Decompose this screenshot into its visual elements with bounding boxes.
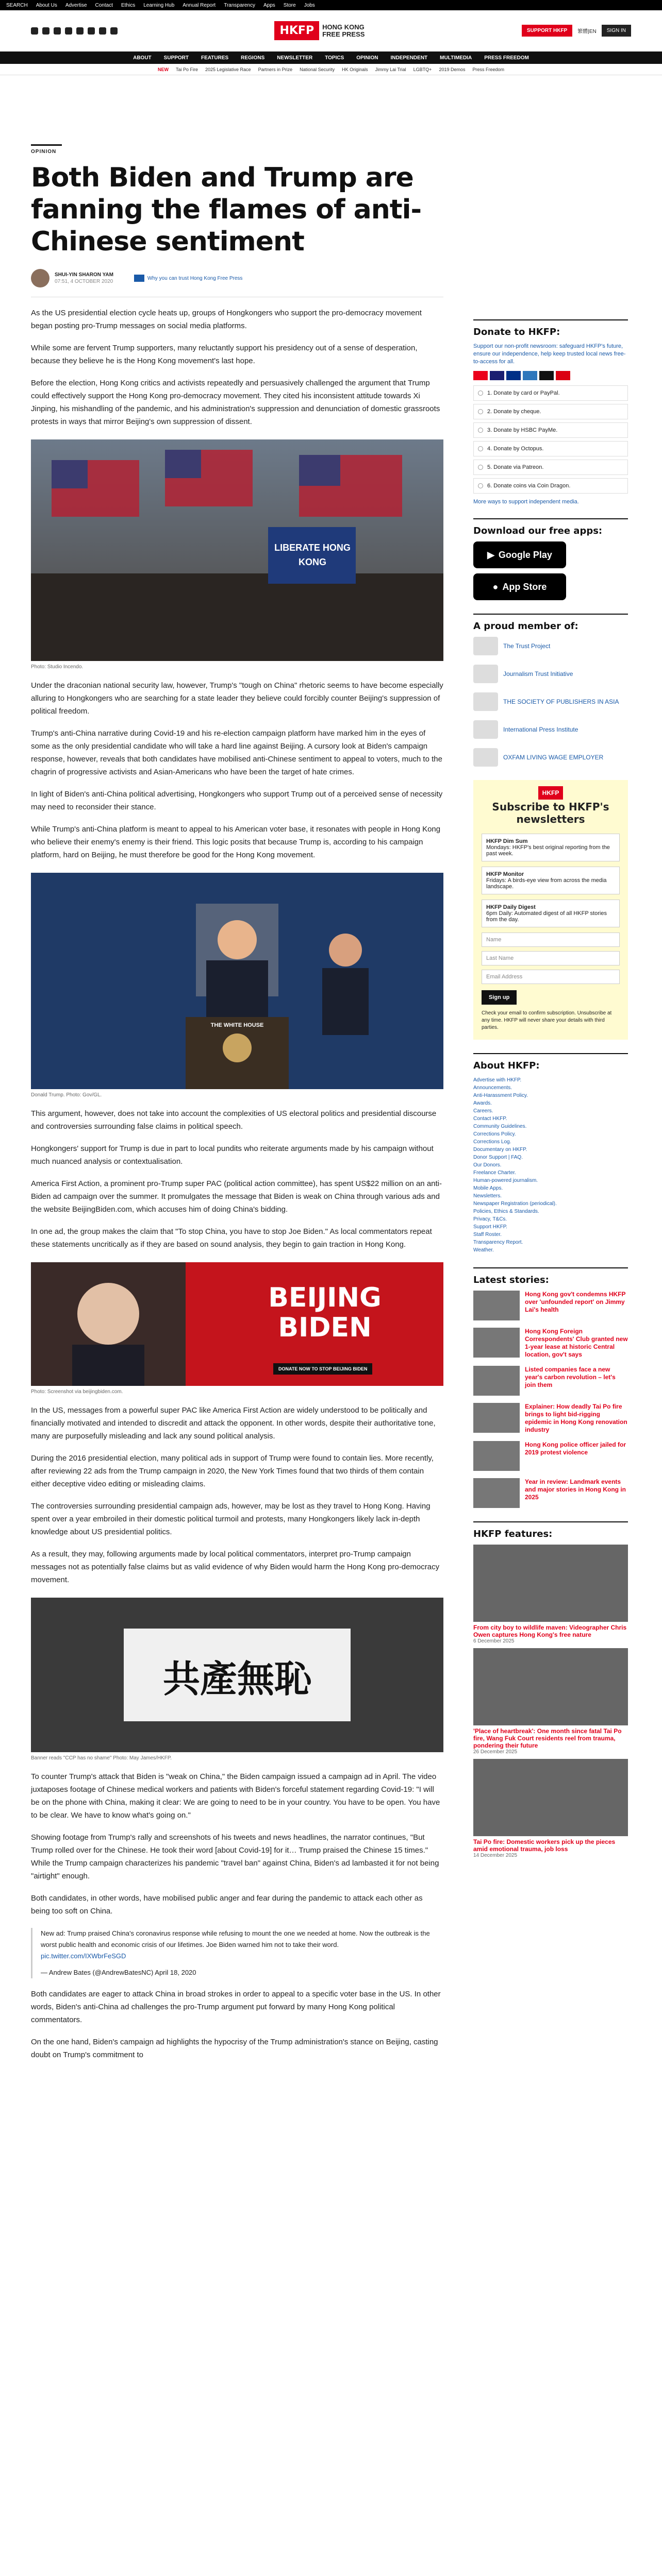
nav-item[interactable]: MULTIMEDIA bbox=[440, 55, 472, 61]
widget-title: Latest stories: bbox=[473, 1275, 549, 1285]
paragraph: Before the election, Hong Kong critics and activists repeatedly and persuasively challenged the argument that Trump could effectively support the Hong Kong pro-democracy movement. They cited his inconsistent attitude towards Xi Jinping, his mishandling of the pandemic, and his administration's suppression and denunciation of domestic grassroots protests in ways that mirror Beijing's own suppression of dissent. bbox=[31, 379, 440, 426]
main-nav bbox=[0, 52, 662, 64]
topbar-link[interactable]: Store bbox=[283, 2, 296, 8]
nav-item[interactable]: NEWSLETTER bbox=[277, 55, 313, 61]
paragraph: America First Action, a prominent pro-Trump super PAC (political action committee), has spent US$22 million on an anti-Biden ad campaign over the summer. It promulgates the message that Biden is weak on China through various ads and the website BeijingBiden.com, which accuses him of doing China's bidding. bbox=[31, 1179, 442, 1214]
about-widget bbox=[473, 1053, 628, 1254]
donate-option[interactable]: 6. Donate coins via Coin Dragon. bbox=[473, 478, 628, 494]
topbar-link[interactable]: Transparency bbox=[224, 2, 255, 8]
nav-item[interactable]: INDEPENDENT bbox=[390, 55, 428, 61]
paragraph: While some are fervent Trump supporters, many reluctantly support his presidency out of a sense of desperation, because they believe he is the Hong Kong movement's last hope. bbox=[31, 344, 418, 365]
nav-item[interactable]: REGIONS bbox=[241, 55, 265, 61]
trust-project-icon bbox=[134, 275, 144, 282]
widget-title: About HKFP: bbox=[473, 1060, 540, 1071]
paragraph: To counter Trump's attack that Biden is "weak on China," the Biden campaign issued a campaign ad in April. The video juxtaposes footage of Chinese medical workers and patients with Biden's forceful statement regarding Covid-19: "I will be on the phone with China, making it clear: We are going to need to be in your country. You have to be open. You have to be clear. We have to know what's going on." bbox=[31, 1772, 440, 1820]
section-label[interactable]: OPINION bbox=[31, 144, 62, 155]
member-org[interactable]: OXFAM LIVING WAGE EMPLOYER bbox=[473, 748, 628, 767]
nav-item[interactable]: PRESS FREEDOM bbox=[484, 55, 529, 61]
language-switch[interactable]: 繁體|EN bbox=[577, 29, 597, 35]
publish-date: 07:51, 4 OCTOBER 2020 bbox=[55, 279, 113, 284]
linkedin-icon[interactable] bbox=[88, 27, 95, 35]
briefing-illustration bbox=[31, 873, 443, 1089]
about-list bbox=[473, 1076, 628, 1254]
tweet-text: New ad: Trump praised China's coronavirus response while refusing to mount the one we needed at home. Now the outbreak is the worst public health and economic crisis of our lifetimes. Joe Biden warned him not to take their word. bbox=[41, 1929, 430, 1948]
trending-link[interactable]: Jimmy Lai Trial bbox=[375, 66, 406, 72]
radio-icon bbox=[478, 483, 483, 488]
story-item[interactable]: Year in review: Landmark events and major stories in Hong Kong in 2025 bbox=[473, 1478, 628, 1508]
trending-bar bbox=[0, 64, 662, 75]
paragraph: As a result, they may, following arguments made by local political commentators, interpret pro-Trump campaign messages not as potentially false claims but as valid evidence of why Biden would harm the Hong Kong pro-democracy movement. bbox=[31, 1550, 440, 1584]
payment-icons bbox=[473, 371, 628, 380]
nav-item[interactable]: FEATURES bbox=[201, 55, 229, 61]
latest-widget bbox=[473, 1267, 628, 1508]
google-play-button[interactable]: ▶ Google Play bbox=[473, 541, 566, 568]
article-title: Both Biden and Trump are fanning the flames of anti-Chinese sentiment bbox=[31, 162, 422, 257]
about-link[interactable]: Our Donors. bbox=[473, 1162, 502, 1168]
about-link[interactable]: Weather. bbox=[473, 1247, 494, 1253]
topbar-link[interactable]: About Us bbox=[36, 2, 57, 8]
radio-icon bbox=[478, 446, 483, 451]
paypal-icon bbox=[506, 371, 521, 380]
about-link[interactable]: Newspaper Registration (periodical). bbox=[473, 1201, 557, 1207]
about-link[interactable]: Donor Support | FAQ. bbox=[473, 1155, 523, 1160]
paragraph: In one ad, the group makes the claim that "To stop China, you have to stop Joe Biden." As local commentators repeat these statements uncritically as if they are based on sound analysis, they begin to gain traction in Hong Kong. bbox=[31, 1227, 432, 1249]
features-widget bbox=[473, 1521, 628, 1858]
threads-icon[interactable] bbox=[65, 27, 72, 35]
tweet-link[interactable]: pic.twitter.com/IXWbrFeSGD bbox=[41, 1952, 126, 1960]
nav-item[interactable]: TOPICS bbox=[325, 55, 344, 61]
story-thumbnail bbox=[473, 1366, 520, 1396]
rss-icon[interactable] bbox=[110, 27, 118, 35]
donate-option[interactable]: 1. Donate by card or PayPal. bbox=[473, 385, 628, 401]
widget-title: A proud member of: bbox=[473, 621, 578, 632]
membership-widget bbox=[473, 614, 628, 767]
podium-sign: THE WHITE HOUSE bbox=[210, 1022, 264, 1028]
applepay-icon bbox=[539, 371, 554, 380]
author-avatar bbox=[31, 269, 49, 287]
topbar-link[interactable]: Ethics bbox=[121, 2, 136, 8]
trending-link[interactable]: 2019 Demos bbox=[439, 66, 466, 72]
radio-icon bbox=[478, 428, 483, 433]
instagram-icon[interactable] bbox=[54, 27, 61, 35]
story-item[interactable]: Hong Kong gov't condemns HKFP over 'unfounded report' on Jimmy Lai's health bbox=[473, 1291, 628, 1320]
about-link[interactable]: Privacy, T&Cs. bbox=[473, 1216, 507, 1222]
feature-item[interactable]: Tai Po fire: Domestic workers pick up the pieces amid emotional trauma, job loss 14 December 2025 bbox=[473, 1759, 628, 1858]
newsletter-option[interactable]: HKFP Monitor Fridays: A birds-eye view from across the media landscape. bbox=[482, 867, 620, 894]
sign-in-button[interactable]: SIGN IN bbox=[602, 25, 631, 37]
payme-icon bbox=[556, 371, 570, 380]
widget-title: HKFP features: bbox=[473, 1529, 553, 1539]
donate-widget bbox=[473, 319, 628, 505]
org-logo bbox=[473, 720, 498, 739]
trending-link[interactable]: LGBTQ+ bbox=[413, 66, 432, 72]
donate-option[interactable]: 4. Donate by Octopus. bbox=[473, 441, 628, 456]
telegram-icon[interactable] bbox=[99, 27, 106, 35]
paragraph: This argument, however, does not take into account the complexities of US electoral politics and presidential discourse and controversies surrounding false claims in political speech. bbox=[31, 1109, 437, 1131]
photo-caption: Photo: Studio Incendo. bbox=[31, 664, 84, 670]
about-link[interactable]: Mobile Apps. bbox=[473, 1185, 503, 1191]
photo-caption: Photo: Screenshot via beijingbiden.com. bbox=[31, 1389, 123, 1395]
org-logo bbox=[473, 748, 498, 767]
app-store-button[interactable]: ● App Store bbox=[473, 573, 566, 600]
protest-sign: LIBERATE HONG KONG bbox=[274, 543, 351, 567]
topbar-link[interactable]: Contact bbox=[95, 2, 113, 8]
member-org[interactable]: The Trust Project bbox=[473, 637, 628, 655]
ad-headline: BEIJING bbox=[268, 1282, 382, 1313]
paragraph: In light of Biden's anti-China political advertising, Hongkongers who support Trump out of a perceived sense of necessity may need to reconsider their stance. bbox=[31, 790, 443, 811]
story-item[interactable]: Hong Kong police officer jailed for 2019 protest violence bbox=[473, 1441, 628, 1471]
email-field[interactable]: Email Address bbox=[482, 970, 620, 984]
site-header bbox=[0, 10, 662, 52]
about-link[interactable]: Announcements. bbox=[473, 1085, 512, 1091]
nav-item[interactable]: OPINION bbox=[356, 55, 378, 61]
trump-photo bbox=[31, 873, 443, 1089]
nav-item[interactable]: SUPPORT bbox=[163, 55, 189, 61]
story-thumbnail bbox=[473, 1441, 520, 1471]
paragraph: Under the draconian national security law, however, Trump's "tough on China" rhetoric seems to have become especially alluring to Hongkongers who are searching for a state leader they believe could forcibly counter Beijing's suppression of political freedom. bbox=[31, 681, 443, 716]
radio-icon bbox=[478, 409, 483, 414]
banner-text: 共產無恥 bbox=[162, 1657, 311, 1701]
story-thumbnail bbox=[473, 1478, 520, 1508]
story-item[interactable]: Listed companies face a new year's carbon revolution – let's join them bbox=[473, 1366, 628, 1396]
member-org[interactable]: THE SOCIETY OF PUBLISHERS IN ASIA bbox=[473, 692, 628, 711]
donate-option[interactable]: 2. Donate by cheque. bbox=[473, 404, 628, 419]
about-link[interactable]: Corrections Policy. bbox=[473, 1131, 516, 1137]
about-link[interactable]: Human-powered journalism. bbox=[473, 1178, 538, 1183]
about-link[interactable]: Freelance Charter. bbox=[473, 1170, 516, 1176]
newsletter-option[interactable]: HKFP Daily Digest 6pm Daily: Automated digest of all HKFP stories from the day. bbox=[482, 900, 620, 927]
topbar-link[interactable]: Advertise bbox=[65, 2, 87, 8]
org-logo bbox=[473, 692, 498, 711]
feature-image bbox=[473, 1545, 628, 1622]
widget-title: Download our free apps: bbox=[473, 526, 603, 536]
tweet-attribution: — Andrew Bates (@AndrewBatesNC) April 18, 2020 bbox=[41, 1969, 196, 1976]
banner-photo bbox=[31, 1598, 443, 1752]
about-link[interactable]: Support HKFP. bbox=[473, 1224, 507, 1230]
about-link[interactable]: Advertise with HKFP. bbox=[473, 1077, 522, 1083]
paragraph: Hongkongers' support for Trump is due in part to local pundits who reiterate arguments made by his campaign without much nuanced analysis or contextualisation. bbox=[31, 1144, 434, 1166]
trust-link[interactable]: Why you can trust Hong Kong Free Press bbox=[147, 275, 243, 281]
facebook-icon[interactable] bbox=[31, 27, 38, 35]
about-link[interactable]: Newsletters. bbox=[473, 1193, 502, 1199]
youtube-icon[interactable] bbox=[76, 27, 84, 35]
paragraph: The controversies surrounding presidential campaign ads, however, may be lost as they travel to Hong Kong. Having spent over a year embroiled in their domestic political turmoil and protests, many Hongkongers likely lack in-depth knowledge about US presidential politics. bbox=[31, 1502, 431, 1536]
topbar-link[interactable]: Jobs bbox=[304, 2, 315, 8]
ad-headline: BIDEN bbox=[278, 1312, 372, 1343]
about-link[interactable]: Awards. bbox=[473, 1100, 492, 1106]
new-badge: NEW bbox=[157, 66, 169, 72]
site-logo[interactable] bbox=[274, 21, 365, 40]
topbar-link[interactable]: Learning Hub bbox=[143, 2, 175, 8]
sign-up-button[interactable]: Sign up bbox=[482, 990, 517, 1005]
name-field[interactable]: Name bbox=[482, 933, 620, 947]
feature-item[interactable]: From city boy to wildlife maven: Videographer Chris Owen captures Hong Kong's free nature 6 December 2025 bbox=[473, 1545, 628, 1644]
embedded-tweet bbox=[31, 1928, 443, 1978]
photo-caption: Banner reads "CCP has no shame" Photo: May James/HKFP. bbox=[31, 1755, 172, 1761]
paragraph: As the US presidential election cycle heats up, groups of Hongkongers who support the pro-democracy movement began posting pro-Trump messages on social media platforms. bbox=[31, 309, 422, 330]
paragraph: Showing footage from Trump's rally and screenshots of his tweets and news headlines, the narrator continues, "But Trump rolled over for the Chinese. He took their word [about Covid-19] for it… Trump praised the Chinese 15 times." While the Trump campaign characterizes his pandemic "travel ban" against China, Biden's ad lambasted it for not being "airtight" enough. bbox=[31, 1833, 439, 1880]
story-item[interactable]: Explainer: How deadly Tai Po fire brings to light bid-rigging epidemic in Hong Kong renovation industry bbox=[473, 1403, 628, 1434]
story-item[interactable]: Hong Kong Foreign Correspondents' Club granted new 1-year lease at historic Central location, gov't says bbox=[473, 1328, 628, 1359]
trending-link[interactable]: Tai Po Fire bbox=[175, 66, 198, 72]
feature-image bbox=[473, 1648, 628, 1725]
logo-line: FREE PRESS bbox=[322, 30, 365, 38]
amex-icon bbox=[523, 371, 537, 380]
trending-link[interactable]: 2025 Legislative Race bbox=[205, 66, 251, 72]
trending-link[interactable]: HK Originals bbox=[342, 66, 368, 72]
about-link[interactable]: Policies, Ethics & Standards. bbox=[473, 1209, 539, 1214]
social-icons bbox=[31, 27, 118, 35]
more-ways-link[interactable]: More ways to support independent media. bbox=[473, 499, 579, 505]
nav-item[interactable]: ABOUT bbox=[133, 55, 152, 61]
apple-icon: ● bbox=[492, 581, 499, 592]
protest-photo bbox=[31, 439, 443, 661]
trending-link[interactable]: National Security bbox=[300, 66, 335, 72]
donate-intro[interactable]: Support our non-profit newsroom: safeguard HKFP's future, ensure our independence, help keep trusted local news free-to-access for all. bbox=[473, 343, 626, 365]
member-org[interactable]: International Press Institute bbox=[473, 720, 628, 739]
flags-illustration bbox=[31, 439, 443, 661]
mastercard-icon bbox=[473, 371, 488, 380]
about-link[interactable]: Corrections Log. bbox=[473, 1139, 511, 1145]
donate-option[interactable]: 3. Donate by HSBC PayMe. bbox=[473, 422, 628, 438]
visa-icon bbox=[490, 371, 504, 380]
play-icon: ▶ bbox=[487, 549, 494, 560]
about-link[interactable]: Anti-Harassment Policy. bbox=[473, 1093, 528, 1098]
paragraph: Both candidates, in other words, have mobilised public anger and fear during the pandemic to attack each other as being too soft on China. bbox=[31, 1894, 423, 1916]
story-thumbnail bbox=[473, 1403, 520, 1433]
paragraph: In the US, messages from a powerful super PAC like America First Action are widely understood to be politically and financially motivated and intended to discredit and attack the opponent. In other words, despite their authoritative tone, many are purposefully misleading and lack any sound political analysis. bbox=[31, 1406, 436, 1440]
author-name[interactable]: SHUI-YIN SHARON YAM bbox=[55, 272, 113, 278]
logo-line: HONG KONG bbox=[322, 23, 365, 31]
newsletter-title: Subscribe to HKFP's newsletters bbox=[492, 801, 609, 825]
radio-icon bbox=[478, 465, 483, 470]
utility-bar bbox=[0, 0, 662, 10]
support-button[interactable]: SUPPORT HKFP bbox=[522, 25, 572, 37]
about-link[interactable]: Transparency Report. bbox=[473, 1240, 523, 1245]
logo-mark: HKFP bbox=[274, 21, 319, 40]
sidebar bbox=[473, 319, 628, 1872]
newsletter-option[interactable]: HKFP Dim Sum Mondays: HKFP's best original reporting from the past week. bbox=[482, 834, 620, 861]
photo-caption: Donald Trump. Photo: Gov/GL. bbox=[31, 1092, 102, 1098]
about-link[interactable]: Careers. bbox=[473, 1108, 493, 1114]
story-thumbnail bbox=[473, 1291, 520, 1320]
topbar-link[interactable]: Annual Report bbox=[183, 2, 216, 8]
apps-widget bbox=[473, 518, 628, 600]
about-link[interactable]: Contact HKFP. bbox=[473, 1116, 507, 1122]
search-link[interactable]: SEARCH bbox=[6, 2, 28, 8]
x-icon[interactable] bbox=[42, 27, 49, 35]
about-link[interactable]: Documentary on HKFP. bbox=[473, 1147, 527, 1153]
about-link[interactable]: Staff Roster. bbox=[473, 1232, 502, 1238]
newsletter-widget bbox=[473, 780, 628, 1040]
member-org[interactable]: Journalism Trust Initiative bbox=[473, 665, 628, 683]
paragraph: While Trump's anti-China platform is meant to appeal to his American voter base, it resonates with people in Hong Kong who believe their enemy's enemy is their friend. This logic posits that because Trump is, according to his campaign platform, hard on Beijing, he must therefore be good for the Hong Kong movement. bbox=[31, 825, 441, 859]
last-name-field[interactable]: Last Name bbox=[482, 951, 620, 965]
topbar-link[interactable]: Apps bbox=[263, 2, 275, 8]
beijing-biden-ad bbox=[31, 1262, 443, 1386]
feature-item[interactable]: 'Place of heartbreak': One month since fatal Tai Po fire, Wang Fuk Court residents reel from trauma, pondering their future 26 December 2025 bbox=[473, 1648, 628, 1755]
about-link[interactable]: Community Guidelines. bbox=[473, 1124, 527, 1129]
byline bbox=[31, 269, 443, 287]
ad-cta: DONATE NOW TO STOP BEIJING BIDEN bbox=[273, 1363, 372, 1375]
paragraph: Trump's anti-China narrative during Covid-19 and his re-election campaign platform have marked him in the eyes of some as the only presidential candidate who will take a hard line against Beijing. A cursory look at Biden's campaign response, however, reveals that both candidates have mobilised anti-Chinese sentiment to appeal to voters, much to the chagrin of progressive activists and Asian-Americans who have been the target of hate crimes. bbox=[31, 729, 442, 776]
org-logo bbox=[473, 637, 498, 655]
radio-icon bbox=[478, 391, 483, 396]
article bbox=[31, 144, 443, 2061]
feature-image bbox=[473, 1759, 628, 1836]
newsletter-note: Check your email to confirm subscription. Unsubscribe at any time. HKFP will never share your details with third parties. bbox=[482, 1010, 612, 1030]
widget-title: Donate to HKFP: bbox=[473, 327, 560, 337]
paragraph: On the one hand, Biden's campaign ad highlights the hypocrisy of the Trump administration's stance on Beijing, casting doubt on Trump's commitment to bbox=[31, 2038, 438, 2059]
paragraph: Both candidates are eager to attack China in broad strokes in order to appeal to a specific voter base in the US. In other words, Biden's anti-China ad challenges the pro-Trump argument put forward by many Hong Kong political commentators. bbox=[31, 1990, 441, 2024]
story-thumbnail bbox=[473, 1328, 520, 1358]
hkfp-badge: HKFP bbox=[538, 786, 564, 800]
org-logo bbox=[473, 665, 498, 683]
trending-link[interactable]: Press Freedom bbox=[472, 66, 504, 72]
trending-link[interactable]: Partners in Prize bbox=[258, 66, 293, 72]
paragraph: During the 2016 presidential election, many political ads in support of Trump were found to contain lies. More recently, after reviewing 22 ads from the Trump campaign in 2020, the New York Times found that two thirds of them contain either deceptive video editing or misleading claims. bbox=[31, 1454, 434, 1488]
donate-option[interactable]: 5. Donate via Patreon. bbox=[473, 460, 628, 475]
